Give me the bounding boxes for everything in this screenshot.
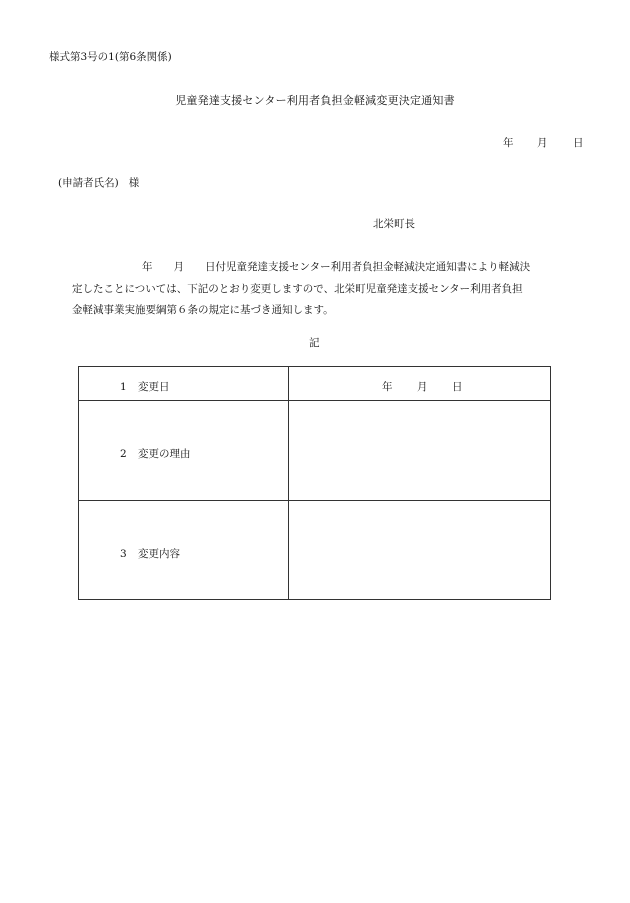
change-date-cell: [289, 367, 550, 400]
row-label-cell: [79, 367, 289, 400]
recipient-honorific: 様: [128, 177, 140, 189]
body-line-2: 定したことについては、下記のとおり変更しますので、北栄町児童発達支援センター利用者負担: [72, 282, 523, 295]
body-line-1: 年 月 日付児童発達支援センター利用者負担金軽減決定通知書により軽減決: [142, 261, 531, 273]
row-label: 3 変更内容: [120, 548, 180, 560]
form-number: 様式第3号の1(第6条関係): [49, 51, 172, 63]
detail-table: [78, 366, 551, 600]
document-title: 児童発達支援センター利用者負担金軽減変更決定通知書: [175, 94, 455, 107]
change-date-year: 年: [382, 381, 393, 393]
change-content-cell: [289, 501, 550, 599]
recipient-name-label: (申請者氏名): [58, 177, 119, 189]
change-date-day: 日: [452, 381, 463, 393]
row-label: 1 変更日: [120, 381, 170, 393]
header-date-day: 日: [573, 137, 584, 149]
body-text: [72, 257, 602, 322]
row-label: 2 変更の理由: [120, 448, 191, 460]
change-reason-cell: [289, 401, 550, 500]
change-date-month: 月: [417, 381, 428, 393]
body-line-3: 金軽減事業実施要綱第６条の規定に基づき通知します。: [72, 304, 334, 316]
table-row: [79, 501, 550, 599]
issuer: 北栄町長: [373, 218, 415, 230]
table-row: [79, 401, 550, 501]
row-label-cell: [79, 401, 289, 500]
row-label-cell: [79, 501, 289, 599]
header-date-year: 年: [503, 137, 514, 149]
recipient: [58, 178, 139, 189]
ki-heading: 記: [309, 337, 320, 349]
header-date-month: 月: [537, 137, 548, 149]
table-row: [79, 367, 550, 401]
